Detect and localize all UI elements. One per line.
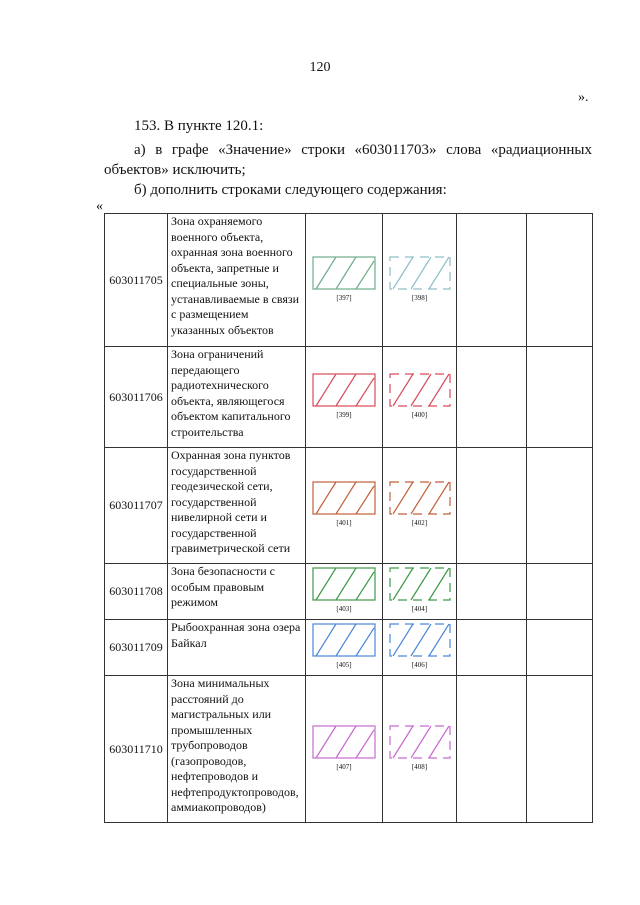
- solid-symbol-cell: [306, 347, 383, 448]
- solid-symbol-cell: [306, 676, 383, 823]
- empty-cell: [527, 448, 593, 564]
- empty-cell: [457, 620, 527, 676]
- table-row: [105, 347, 593, 448]
- zone-code: 603011707: [105, 448, 168, 564]
- symbol-label: [405]: [336, 661, 352, 669]
- table-row: [105, 564, 593, 620]
- paragraph-a: а) в графе «Значение» строки «603011703» слова «радиационных объектов» исключить;: [104, 142, 592, 178]
- item-heading: 153. В пункте 120.1:: [134, 118, 264, 134]
- empty-cell: [527, 620, 593, 676]
- symbol-label: [401]: [336, 519, 352, 527]
- symbol-label: [404]: [411, 605, 428, 613]
- zone-description: Рыбоохранная зона озера Байкал: [168, 620, 306, 676]
- empty-cell: [457, 214, 527, 347]
- zone-code: 603011708: [105, 564, 168, 620]
- table-row: [105, 214, 593, 347]
- solid-hatch-symbol: [312, 623, 376, 669]
- solid-symbol-cell: [306, 620, 383, 676]
- zone-description: Зона охраняемого военного объекта, охранная зона военного объекта, запретные и специальные зоны, устанавливаемые в связи с размещением указанных объектов: [168, 214, 306, 347]
- opening-quote: «: [96, 199, 103, 214]
- table-row: [105, 448, 593, 564]
- symbol-label: [406]: [411, 661, 428, 669]
- zone-description: Зона ограничений передающего радиотехнического объекта, являющегося объектом капитального строительства: [168, 347, 306, 448]
- dashed-symbol-cell: [383, 676, 457, 823]
- symbol-label: [399]: [336, 410, 352, 419]
- empty-cell: [457, 676, 527, 823]
- dashed-symbol-cell: [383, 448, 457, 564]
- empty-cell: [457, 448, 527, 564]
- solid-hatch-symbol: [312, 256, 376, 302]
- empty-cell: [527, 347, 593, 448]
- symbol-label: [400]: [411, 410, 428, 419]
- dashed-symbol-cell: [383, 214, 457, 347]
- symbol-label: [403]: [336, 605, 352, 613]
- empty-cell: [527, 564, 593, 620]
- symbol-label: [402]: [411, 519, 428, 527]
- symbol-label: [397]: [336, 293, 352, 302]
- zone-description: Охранная зона пунктов государственной геодезической сети, государственной нивелирной сети и государственной гравиметрической сети: [168, 448, 306, 564]
- solid-hatch-symbol: [312, 481, 376, 527]
- table-row: [105, 676, 593, 823]
- dashed-hatch-symbol: [389, 481, 451, 527]
- zone-description: Зона минимальных расстояний до магистральных или промышленных трубопроводов (газопроводов, нефтепроводов и нефтепродуктопроводов, аммиакопроводов): [168, 676, 306, 823]
- solid-symbol-cell: [306, 214, 383, 347]
- zone-code: 603011706: [105, 347, 168, 448]
- dashed-hatch-symbol: [389, 567, 451, 613]
- dashed-hatch-symbol: [389, 373, 451, 419]
- zone-code: 603011710: [105, 676, 168, 823]
- page-number: 120: [309, 60, 331, 75]
- dashed-symbol-cell: [383, 347, 457, 448]
- zone-code: 603011705: [105, 214, 168, 347]
- dashed-hatch-symbol: [389, 256, 451, 302]
- solid-hatch-symbol: [312, 725, 376, 771]
- table-row: [105, 620, 593, 676]
- empty-cell: [527, 676, 593, 823]
- solid-hatch-symbol: [312, 373, 376, 419]
- solid-hatch-symbol: [312, 567, 376, 613]
- symbol-label: [407]: [336, 762, 352, 771]
- zone-description: Зона безопасности с особым правовым режимом: [168, 564, 306, 620]
- dashed-symbol-cell: [383, 620, 457, 676]
- solid-symbol-cell: [306, 448, 383, 564]
- dashed-hatch-symbol: [389, 725, 451, 771]
- paragraph-b: б) дополнить строками следующего содержания:: [134, 182, 447, 198]
- zones-table: [104, 213, 593, 823]
- dashed-symbol-cell: [383, 564, 457, 620]
- zone-code: 603011709: [105, 620, 168, 676]
- empty-cell: [457, 347, 527, 448]
- closing-quote: ».: [578, 90, 589, 105]
- symbol-label: [408]: [411, 762, 428, 771]
- symbol-label: [398]: [411, 293, 428, 302]
- dashed-hatch-symbol: [389, 623, 451, 669]
- solid-symbol-cell: [306, 564, 383, 620]
- empty-cell: [457, 564, 527, 620]
- empty-cell: [527, 214, 593, 347]
